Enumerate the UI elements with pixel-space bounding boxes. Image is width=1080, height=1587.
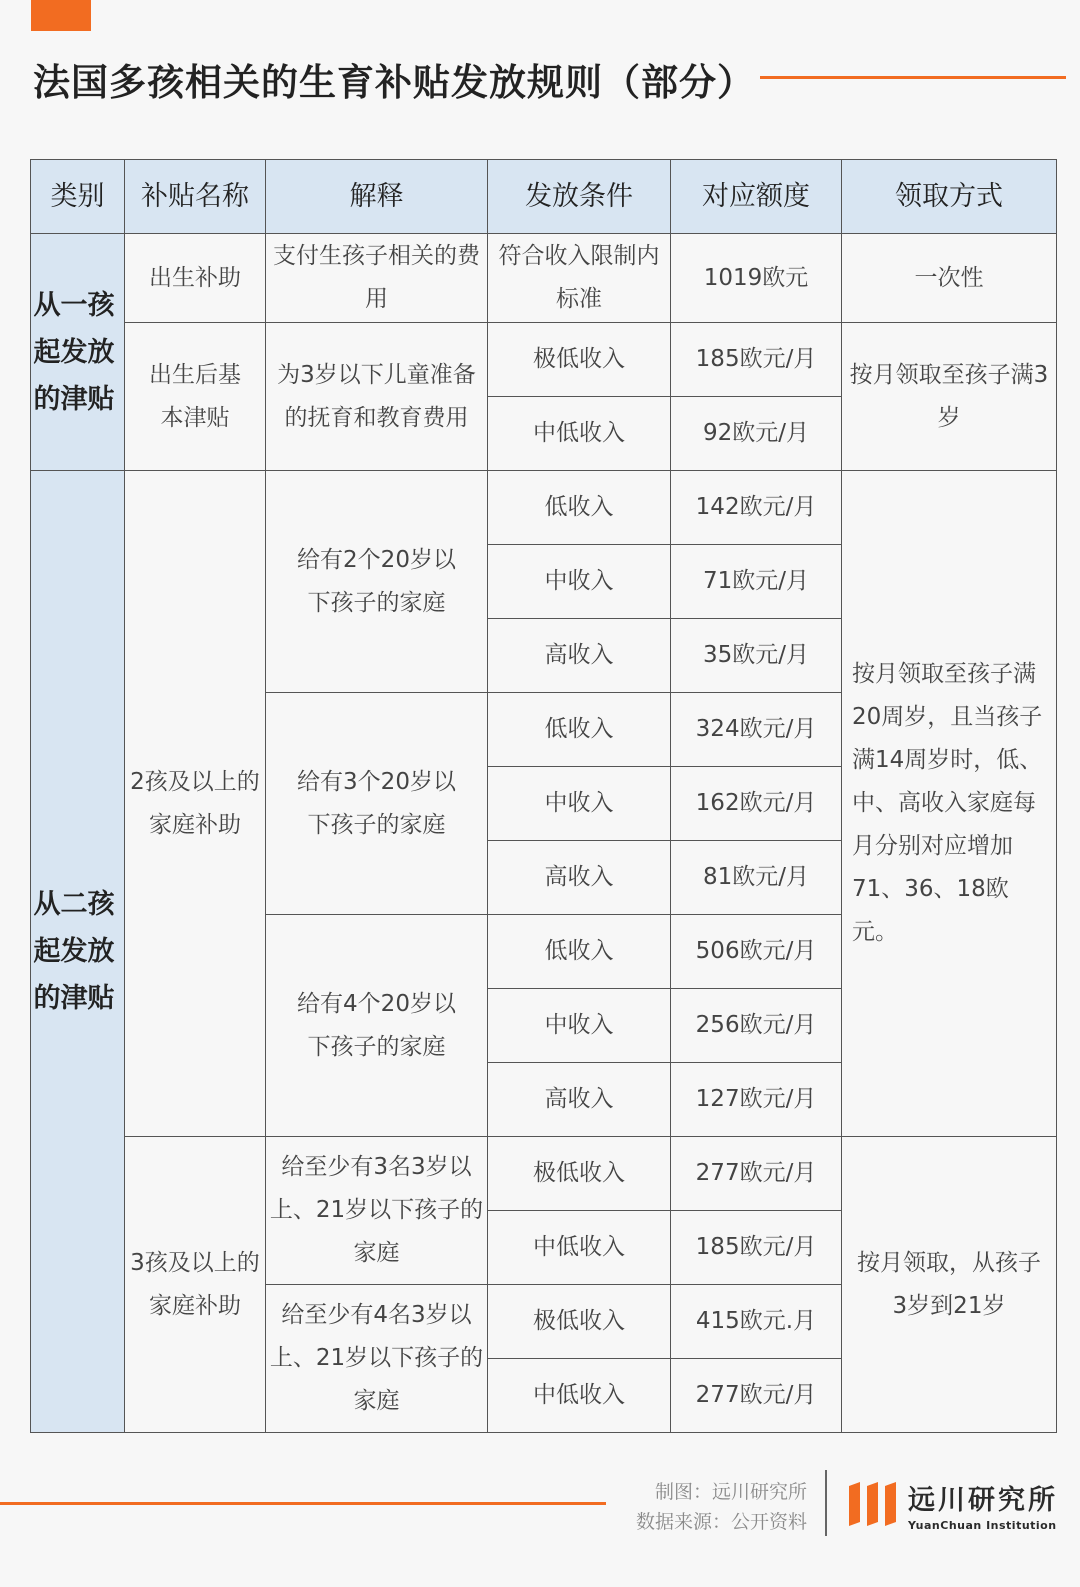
table-header-row <box>31 160 1057 234</box>
amount-cell: 277欧元/月 <box>671 1137 842 1211</box>
amount-cell: 506欧元/月 <box>671 915 842 989</box>
amount-cell: 71欧元/月 <box>671 545 842 619</box>
category-cell <box>31 234 125 471</box>
condition-cell: 中低收入 <box>488 397 671 471</box>
amount-cell: 185欧元/月 <box>671 323 842 397</box>
condition-cell: 中低收入 <box>488 1359 671 1433</box>
table-row <box>31 471 1057 545</box>
condition-cell: 低收入 <box>488 915 671 989</box>
category-label: 从一孩起发放的津贴 <box>33 289 115 415</box>
subsidy-name-cell: 3孩及以上的家庭补助 <box>125 1137 266 1433</box>
amount-cell: 92欧元/月 <box>671 397 842 471</box>
category-cell <box>31 471 125 1433</box>
header-category: 类别 <box>31 160 125 234</box>
subsidy-table <box>30 159 1057 1433</box>
subsidy-name-cell: 2孩及以上的家庭补助 <box>125 471 266 1137</box>
header-method: 领取方式 <box>842 160 1057 234</box>
amount-cell: 81欧元/月 <box>671 841 842 915</box>
table-row <box>31 323 1057 397</box>
condition-cell: 中收入 <box>488 545 671 619</box>
condition-cell: 低收入 <box>488 693 671 767</box>
logo-en: YuanChuan Institution <box>908 1519 1057 1532</box>
condition-cell: 低收入 <box>488 471 671 545</box>
logo-cn: 远川研究所 <box>908 1485 1058 1516</box>
header-explanation: 解释 <box>266 160 488 234</box>
amount-cell: 142欧元/月 <box>671 471 842 545</box>
logo-wordmark <box>908 1478 1058 1532</box>
footer-rule <box>0 1502 606 1505</box>
condition-cell: 极低收入 <box>488 323 671 397</box>
amount-cell: 127欧元/月 <box>671 1063 842 1137</box>
amount-cell: 415欧元.月 <box>671 1285 842 1359</box>
method-cell: 按月领取至孩子满3岁 <box>842 323 1057 471</box>
maker-credit: 制图：远川研究所 <box>654 1481 807 1503</box>
data-source: 数据来源：公开资料 <box>635 1511 807 1533</box>
footer-divider <box>825 1470 827 1536</box>
condition-cell: 符合收入限制内标准 <box>488 234 671 323</box>
condition-cell: 极低收入 <box>488 1285 671 1359</box>
condition-cell: 中收入 <box>488 767 671 841</box>
condition-cell: 高收入 <box>488 841 671 915</box>
table-row <box>31 1137 1057 1211</box>
condition-cell: 极低收入 <box>488 1137 671 1211</box>
amount-cell: 256欧元/月 <box>671 989 842 1063</box>
amount-cell: 324欧元/月 <box>671 693 842 767</box>
method-cell: 一次性 <box>842 234 1057 323</box>
explanation-cell: 给至少有4名3岁以上、21岁以下孩子的家庭 <box>266 1285 488 1433</box>
method-cell: 按月领取，从孩子3岁到21岁 <box>842 1137 1057 1433</box>
footer-meta <box>620 1477 807 1537</box>
explanation-cell: 给至少有3名3岁以上、21岁以下孩子的家庭 <box>266 1137 488 1285</box>
condition-cell: 高收入 <box>488 1063 671 1137</box>
explanation-cell: 为3岁以下儿童准备的抚育和教育费用 <box>266 323 488 471</box>
subsidy-name-cell: 出生补助 <box>125 234 266 323</box>
header-amount: 对应额度 <box>671 160 842 234</box>
explanation-cell: 给有3个20岁以下孩子的家庭 <box>266 693 488 915</box>
explanation-cell: 给有4个20岁以下孩子的家庭 <box>266 915 488 1137</box>
method-cell: 按月领取至孩子满20周岁，且当孩子满14周岁时，低、中、高收入家庭每月分别对应增加71、36、18欧元。 <box>842 471 1057 1137</box>
amount-cell: 185欧元/月 <box>671 1211 842 1285</box>
condition-cell: 中收入 <box>488 989 671 1063</box>
amount-cell: 162欧元/月 <box>671 767 842 841</box>
category-label: 从二孩起发放的津贴 <box>33 889 115 1014</box>
yuanchuan-logo-icon <box>847 1482 899 1526</box>
condition-cell: 高收入 <box>488 619 671 693</box>
header-subsidy-name: 补贴名称 <box>125 160 266 234</box>
explanation-cell: 支付生孩子相关的费用 <box>266 234 488 323</box>
page-title: 法国多孩相关的生育补贴发放规则（部分） <box>33 61 755 104</box>
header-condition: 发放条件 <box>488 160 671 234</box>
amount-cell: 277欧元/月 <box>671 1359 842 1433</box>
condition-cell: 中低收入 <box>488 1211 671 1285</box>
amount-cell: 1019欧元 <box>671 234 842 323</box>
subsidy-name-cell: 出生后基本津贴 <box>125 323 266 471</box>
explanation-cell: 给有2个20岁以下孩子的家庭 <box>266 471 488 693</box>
corner-accent-bar <box>31 0 91 31</box>
amount-cell: 35欧元/月 <box>671 619 842 693</box>
title-rule <box>760 76 1066 79</box>
table-row <box>31 234 1057 323</box>
